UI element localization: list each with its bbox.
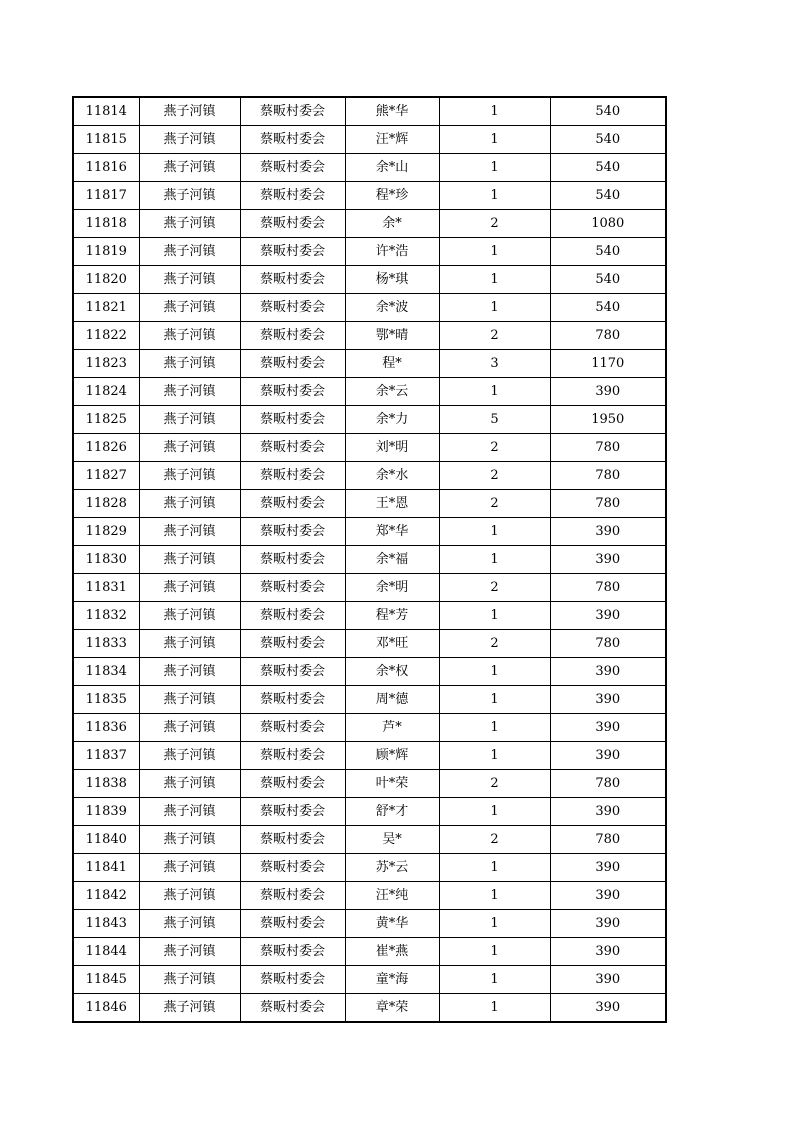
count-cell: 1 xyxy=(439,126,550,154)
count-cell: 2 xyxy=(439,322,550,350)
town-cell: 燕子河镇 xyxy=(139,322,240,350)
table-row xyxy=(73,378,666,406)
table-row xyxy=(73,462,666,490)
village-committee-cell: 蔡畈村委会 xyxy=(240,518,345,546)
town-cell: 燕子河镇 xyxy=(139,97,240,126)
table-row xyxy=(73,406,666,434)
amount-cell: 1950 xyxy=(550,406,666,434)
name-cell: 余*福 xyxy=(345,546,439,574)
row-id-cell: 11825 xyxy=(73,406,139,434)
row-id-cell: 11842 xyxy=(73,882,139,910)
name-cell: 余* xyxy=(345,210,439,238)
village-committee-cell: 蔡畈村委会 xyxy=(240,798,345,826)
count-cell: 2 xyxy=(439,210,550,238)
row-id-cell: 11822 xyxy=(73,322,139,350)
count-cell: 1 xyxy=(439,686,550,714)
town-cell: 燕子河镇 xyxy=(139,182,240,210)
amount-cell: 780 xyxy=(550,462,666,490)
amount-cell: 540 xyxy=(550,154,666,182)
amount-cell: 780 xyxy=(550,770,666,798)
name-cell: 周*德 xyxy=(345,686,439,714)
town-cell: 燕子河镇 xyxy=(139,350,240,378)
amount-cell: 390 xyxy=(550,378,666,406)
village-committee-cell: 蔡畈村委会 xyxy=(240,826,345,854)
count-cell: 2 xyxy=(439,462,550,490)
town-cell: 燕子河镇 xyxy=(139,266,240,294)
village-committee-cell: 蔡畈村委会 xyxy=(240,882,345,910)
table-row xyxy=(73,518,666,546)
name-cell: 余*明 xyxy=(345,574,439,602)
table-row xyxy=(73,546,666,574)
amount-cell: 390 xyxy=(550,546,666,574)
name-cell: 余*权 xyxy=(345,658,439,686)
row-id-cell: 11845 xyxy=(73,966,139,994)
name-cell: 程* xyxy=(345,350,439,378)
count-cell: 1 xyxy=(439,854,550,882)
village-committee-cell: 蔡畈村委会 xyxy=(240,126,345,154)
table-row xyxy=(73,602,666,630)
name-cell: 郑*华 xyxy=(345,518,439,546)
amount-cell: 390 xyxy=(550,714,666,742)
name-cell: 余*云 xyxy=(345,378,439,406)
amount-cell: 540 xyxy=(550,97,666,126)
village-committee-cell: 蔡畈村委会 xyxy=(240,686,345,714)
name-cell: 余*力 xyxy=(345,406,439,434)
amount-cell: 780 xyxy=(550,490,666,518)
name-cell: 黄*华 xyxy=(345,910,439,938)
table-row xyxy=(73,154,666,182)
row-id-cell: 11830 xyxy=(73,546,139,574)
count-cell: 2 xyxy=(439,826,550,854)
town-cell: 燕子河镇 xyxy=(139,518,240,546)
town-cell: 燕子河镇 xyxy=(139,770,240,798)
name-cell: 余*水 xyxy=(345,462,439,490)
row-id-cell: 11844 xyxy=(73,938,139,966)
name-cell: 程*珍 xyxy=(345,182,439,210)
table-row xyxy=(73,574,666,602)
town-cell: 燕子河镇 xyxy=(139,686,240,714)
village-committee-cell: 蔡畈村委会 xyxy=(240,910,345,938)
count-cell: 1 xyxy=(439,714,550,742)
name-cell: 吴* xyxy=(345,826,439,854)
table-row xyxy=(73,798,666,826)
table-row xyxy=(73,97,666,126)
row-id-cell: 11816 xyxy=(73,154,139,182)
name-cell: 程*芳 xyxy=(345,602,439,630)
amount-cell: 390 xyxy=(550,938,666,966)
row-id-cell: 11841 xyxy=(73,854,139,882)
count-cell: 1 xyxy=(439,154,550,182)
village-committee-cell: 蔡畈村委会 xyxy=(240,406,345,434)
town-cell: 燕子河镇 xyxy=(139,434,240,462)
table-body xyxy=(73,97,666,1022)
amount-cell: 390 xyxy=(550,994,666,1023)
village-committee-cell: 蔡畈村委会 xyxy=(240,434,345,462)
town-cell: 燕子河镇 xyxy=(139,126,240,154)
table-row xyxy=(73,266,666,294)
amount-cell: 540 xyxy=(550,182,666,210)
town-cell: 燕子河镇 xyxy=(139,798,240,826)
amount-cell: 390 xyxy=(550,966,666,994)
name-cell: 叶*荣 xyxy=(345,770,439,798)
village-committee-cell: 蔡畈村委会 xyxy=(240,742,345,770)
row-id-cell: 11828 xyxy=(73,490,139,518)
town-cell: 燕子河镇 xyxy=(139,938,240,966)
row-id-cell: 11832 xyxy=(73,602,139,630)
row-id-cell: 11834 xyxy=(73,658,139,686)
count-cell: 1 xyxy=(439,742,550,770)
table-row xyxy=(73,994,666,1023)
table-row xyxy=(73,826,666,854)
count-cell: 1 xyxy=(439,546,550,574)
amount-cell: 540 xyxy=(550,294,666,322)
row-id-cell: 11843 xyxy=(73,910,139,938)
count-cell: 1 xyxy=(439,658,550,686)
table-row xyxy=(73,770,666,798)
row-id-cell: 11831 xyxy=(73,574,139,602)
count-cell: 5 xyxy=(439,406,550,434)
amount-cell: 390 xyxy=(550,686,666,714)
amount-cell: 390 xyxy=(550,910,666,938)
table-row xyxy=(73,686,666,714)
town-cell: 燕子河镇 xyxy=(139,910,240,938)
name-cell: 王*恩 xyxy=(345,490,439,518)
row-id-cell: 11827 xyxy=(73,462,139,490)
amount-cell: 390 xyxy=(550,658,666,686)
town-cell: 燕子河镇 xyxy=(139,854,240,882)
count-cell: 2 xyxy=(439,490,550,518)
amount-cell: 540 xyxy=(550,266,666,294)
village-committee-cell: 蔡畈村委会 xyxy=(240,602,345,630)
table-row xyxy=(73,210,666,238)
row-id-cell: 11823 xyxy=(73,350,139,378)
amount-cell: 390 xyxy=(550,518,666,546)
amount-cell: 390 xyxy=(550,882,666,910)
village-committee-cell: 蔡畈村委会 xyxy=(240,658,345,686)
row-id-cell: 11820 xyxy=(73,266,139,294)
count-cell: 2 xyxy=(439,770,550,798)
row-id-cell: 11839 xyxy=(73,798,139,826)
village-committee-cell: 蔡畈村委会 xyxy=(240,546,345,574)
name-cell: 章*荣 xyxy=(345,994,439,1023)
count-cell: 2 xyxy=(439,574,550,602)
village-committee-cell: 蔡畈村委会 xyxy=(240,210,345,238)
count-cell: 1 xyxy=(439,882,550,910)
count-cell: 1 xyxy=(439,238,550,266)
town-cell: 燕子河镇 xyxy=(139,994,240,1023)
town-cell: 燕子河镇 xyxy=(139,742,240,770)
count-cell: 3 xyxy=(439,350,550,378)
count-cell: 1 xyxy=(439,294,550,322)
amount-cell: 390 xyxy=(550,854,666,882)
village-committee-cell: 蔡畈村委会 xyxy=(240,97,345,126)
amount-cell: 390 xyxy=(550,602,666,630)
name-cell: 汪*辉 xyxy=(345,126,439,154)
row-id-cell: 11817 xyxy=(73,182,139,210)
amount-cell: 780 xyxy=(550,434,666,462)
village-committee-cell: 蔡畈村委会 xyxy=(240,378,345,406)
village-committee-cell: 蔡畈村委会 xyxy=(240,574,345,602)
amount-cell: 540 xyxy=(550,126,666,154)
table-row xyxy=(73,238,666,266)
village-committee-cell: 蔡畈村委会 xyxy=(240,266,345,294)
name-cell: 熊*华 xyxy=(345,97,439,126)
row-id-cell: 11826 xyxy=(73,434,139,462)
village-committee-cell: 蔡畈村委会 xyxy=(240,462,345,490)
name-cell: 余*波 xyxy=(345,294,439,322)
table-row xyxy=(73,294,666,322)
town-cell: 燕子河镇 xyxy=(139,826,240,854)
count-cell: 1 xyxy=(439,266,550,294)
town-cell: 燕子河镇 xyxy=(139,154,240,182)
village-committee-cell: 蔡畈村委会 xyxy=(240,490,345,518)
amount-cell: 780 xyxy=(550,826,666,854)
amount-cell: 390 xyxy=(550,798,666,826)
name-cell: 舒*才 xyxy=(345,798,439,826)
row-id-cell: 11814 xyxy=(73,97,139,126)
town-cell: 燕子河镇 xyxy=(139,966,240,994)
village-committee-cell: 蔡畈村委会 xyxy=(240,994,345,1023)
table-row xyxy=(73,350,666,378)
row-id-cell: 11829 xyxy=(73,518,139,546)
name-cell: 邓*旺 xyxy=(345,630,439,658)
amount-cell: 1170 xyxy=(550,350,666,378)
table-row xyxy=(73,938,666,966)
name-cell: 刘*明 xyxy=(345,434,439,462)
count-cell: 1 xyxy=(439,798,550,826)
town-cell: 燕子河镇 xyxy=(139,210,240,238)
table-row xyxy=(73,882,666,910)
village-committee-cell: 蔡畈村委会 xyxy=(240,966,345,994)
row-id-cell: 11819 xyxy=(73,238,139,266)
table-row xyxy=(73,966,666,994)
count-cell: 1 xyxy=(439,182,550,210)
town-cell: 燕子河镇 xyxy=(139,406,240,434)
name-cell: 芦* xyxy=(345,714,439,742)
amount-cell: 780 xyxy=(550,574,666,602)
count-cell: 1 xyxy=(439,378,550,406)
row-id-cell: 11818 xyxy=(73,210,139,238)
row-id-cell: 11837 xyxy=(73,742,139,770)
table-row xyxy=(73,630,666,658)
village-committee-cell: 蔡畈村委会 xyxy=(240,322,345,350)
row-id-cell: 11833 xyxy=(73,630,139,658)
name-cell: 汪*纯 xyxy=(345,882,439,910)
town-cell: 燕子河镇 xyxy=(139,658,240,686)
village-committee-cell: 蔡畈村委会 xyxy=(240,154,345,182)
amount-cell: 780 xyxy=(550,630,666,658)
village-committee-cell: 蔡畈村委会 xyxy=(240,770,345,798)
table-row xyxy=(73,182,666,210)
table-row xyxy=(73,126,666,154)
town-cell: 燕子河镇 xyxy=(139,630,240,658)
amount-cell: 540 xyxy=(550,238,666,266)
count-cell: 1 xyxy=(439,910,550,938)
table-row xyxy=(73,490,666,518)
town-cell: 燕子河镇 xyxy=(139,238,240,266)
name-cell: 杨*琪 xyxy=(345,266,439,294)
name-cell: 顾*辉 xyxy=(345,742,439,770)
name-cell: 苏*云 xyxy=(345,854,439,882)
village-committee-cell: 蔡畈村委会 xyxy=(240,854,345,882)
row-id-cell: 11815 xyxy=(73,126,139,154)
town-cell: 燕子河镇 xyxy=(139,490,240,518)
town-cell: 燕子河镇 xyxy=(139,462,240,490)
village-committee-cell: 蔡畈村委会 xyxy=(240,630,345,658)
count-cell: 1 xyxy=(439,966,550,994)
town-cell: 燕子河镇 xyxy=(139,882,240,910)
town-cell: 燕子河镇 xyxy=(139,378,240,406)
name-cell: 许*浩 xyxy=(345,238,439,266)
village-committee-cell: 蔡畈村委会 xyxy=(240,182,345,210)
row-id-cell: 11835 xyxy=(73,686,139,714)
row-id-cell: 11838 xyxy=(73,770,139,798)
village-committee-cell: 蔡畈村委会 xyxy=(240,714,345,742)
row-id-cell: 11846 xyxy=(73,994,139,1023)
table-row xyxy=(73,854,666,882)
table-row xyxy=(73,658,666,686)
data-table xyxy=(72,96,667,1023)
count-cell: 1 xyxy=(439,602,550,630)
town-cell: 燕子河镇 xyxy=(139,602,240,630)
row-id-cell: 11836 xyxy=(73,714,139,742)
row-id-cell: 11821 xyxy=(73,294,139,322)
table-row xyxy=(73,434,666,462)
count-cell: 1 xyxy=(439,97,550,126)
count-cell: 1 xyxy=(439,518,550,546)
amount-cell: 390 xyxy=(550,742,666,770)
town-cell: 燕子河镇 xyxy=(139,294,240,322)
village-committee-cell: 蔡畈村委会 xyxy=(240,238,345,266)
table-row xyxy=(73,322,666,350)
amount-cell: 780 xyxy=(550,322,666,350)
town-cell: 燕子河镇 xyxy=(139,714,240,742)
amount-cell: 1080 xyxy=(550,210,666,238)
name-cell: 崔*燕 xyxy=(345,938,439,966)
name-cell: 余*山 xyxy=(345,154,439,182)
village-committee-cell: 蔡畈村委会 xyxy=(240,350,345,378)
name-cell: 童*海 xyxy=(345,966,439,994)
table-row xyxy=(73,910,666,938)
town-cell: 燕子河镇 xyxy=(139,546,240,574)
table-row xyxy=(73,742,666,770)
count-cell: 2 xyxy=(439,434,550,462)
table-row xyxy=(73,714,666,742)
village-committee-cell: 蔡畈村委会 xyxy=(240,938,345,966)
count-cell: 2 xyxy=(439,630,550,658)
count-cell: 1 xyxy=(439,994,550,1023)
count-cell: 1 xyxy=(439,938,550,966)
row-id-cell: 11840 xyxy=(73,826,139,854)
village-committee-cell: 蔡畈村委会 xyxy=(240,294,345,322)
town-cell: 燕子河镇 xyxy=(139,574,240,602)
row-id-cell: 11824 xyxy=(73,378,139,406)
name-cell: 鄂*晴 xyxy=(345,322,439,350)
